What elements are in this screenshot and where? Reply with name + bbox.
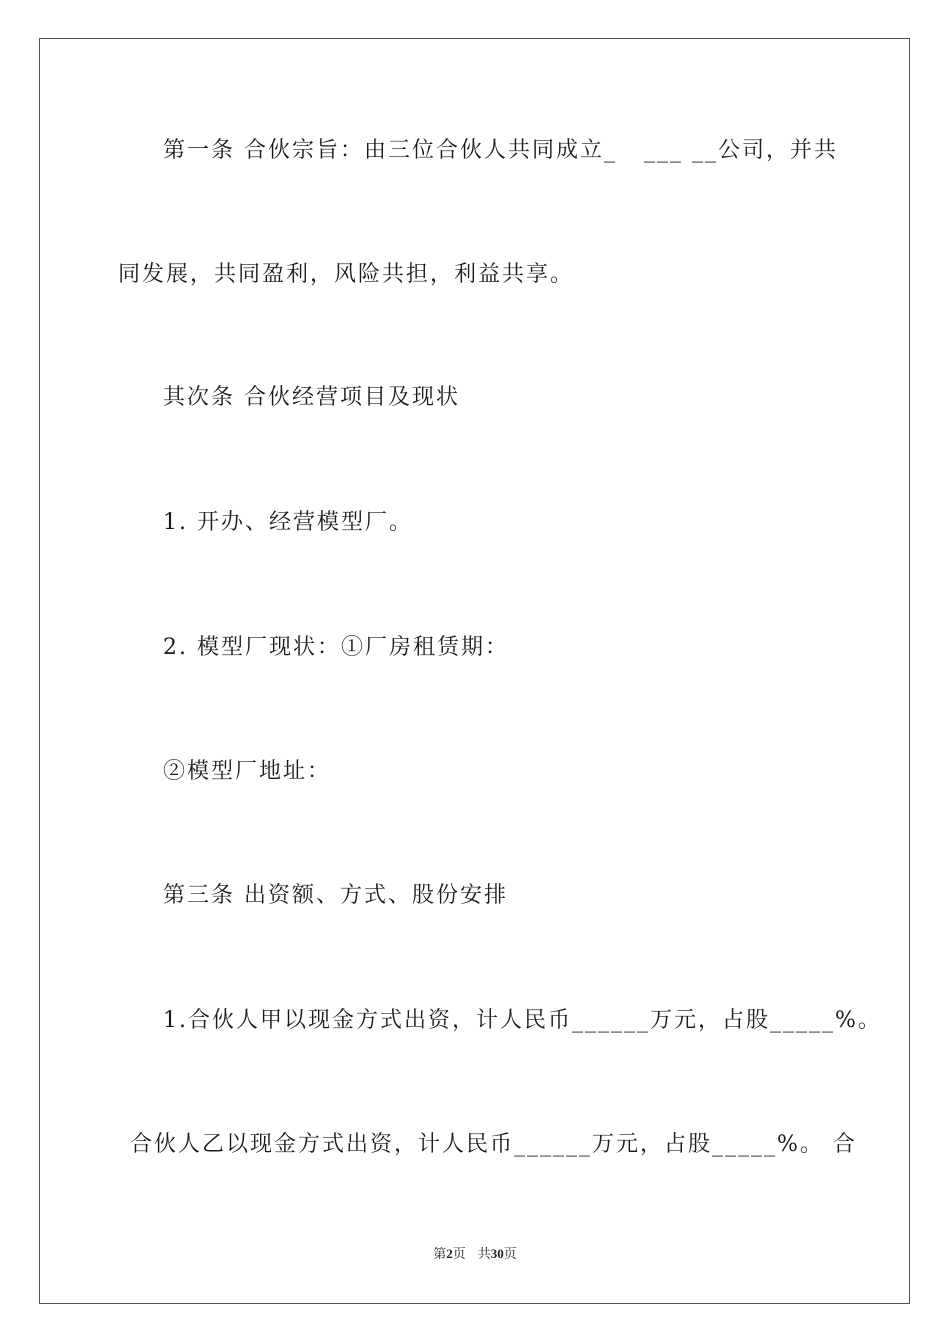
page-border [39,38,910,1304]
article-2-item-2: 2. 模型厂现状：①厂房租赁期： [163,635,509,660]
article-2-heading: 其次条 合伙经营项目及现状 [163,385,460,410]
article-2-item-1: 1. 开办、经营模型厂。 [163,510,413,535]
article-1-line-1: 第一条 合伙宗旨：由三位合伙人共同成立_ ___ __公司，并共 [163,138,838,163]
article-2-item-2-address: ②模型厂地址： [163,759,332,784]
article-1-line-2: 同发展，共同盈利，风险共担，利益共享。 [118,262,575,287]
footer-page-suffix: 页 [452,1247,466,1262]
footer-total-suffix: 页 [503,1247,517,1262]
article-3-partner-a: 1.合伙人甲以现金方式出资，计人民币______万元，占股_____%。 [163,1008,882,1033]
article-3-partner-b: 合伙人乙以现金方式出资，计人民币______万元，占股_____%。 合 [130,1132,857,1157]
footer-total-number: 30 [490,1246,504,1261]
article-3-heading: 第三条 出资额、方式、股份安排 [163,883,508,908]
page-footer [0,1245,950,1264]
footer-page-number: 2 [446,1246,453,1261]
footer-page-prefix: 第 [433,1247,447,1262]
footer-total-prefix: 共 [477,1247,491,1262]
